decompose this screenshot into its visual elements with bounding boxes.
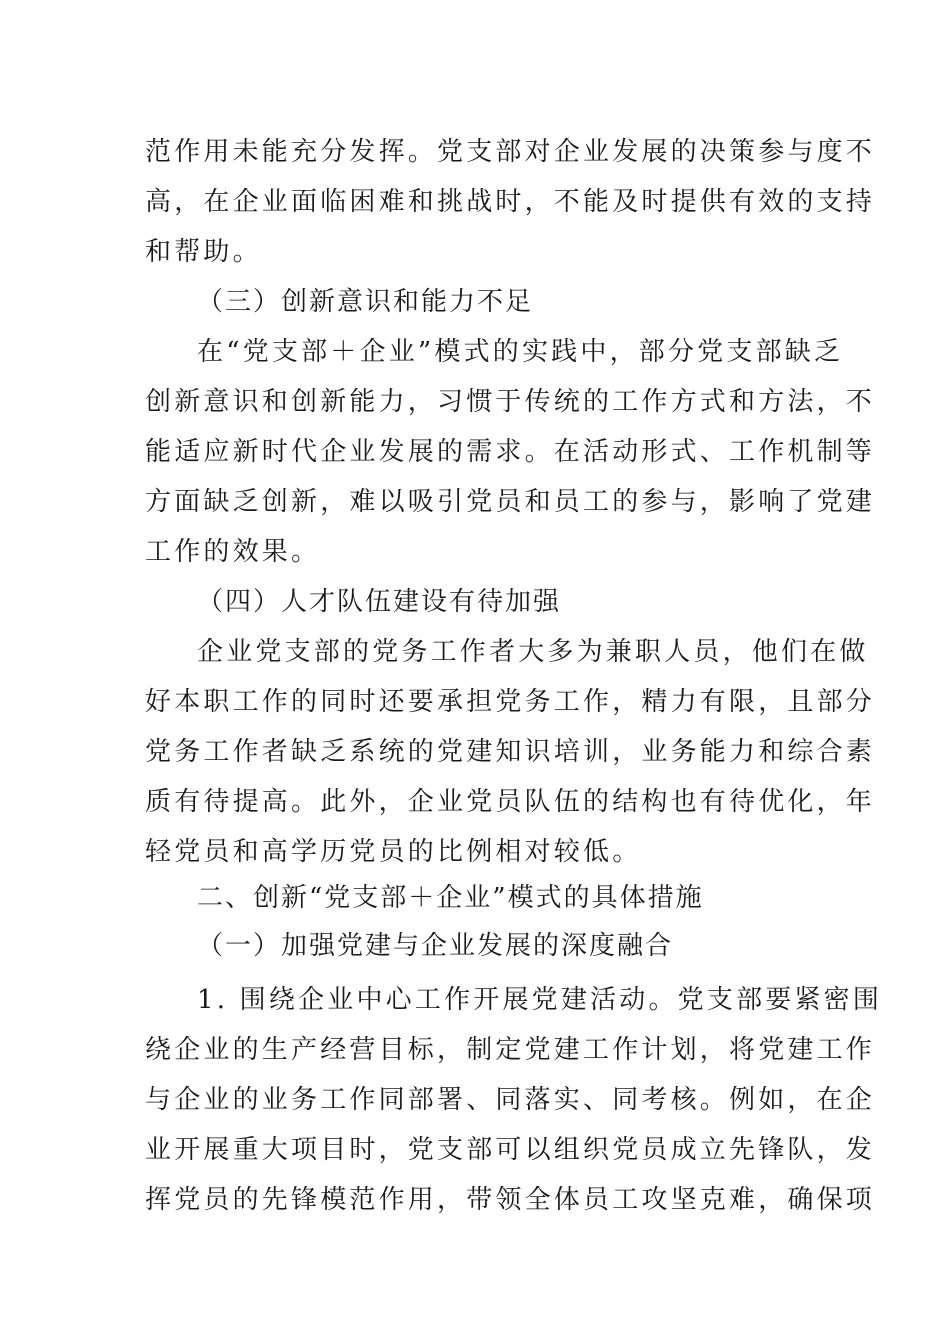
paragraph-line: 方面缺乏创新，难以吸引党员和员工的参与，影响了党建 (145, 487, 876, 517)
paragraph-line: 挥党员的先锋模范作用，带领全体员工攻坚克难，确保项 (145, 1185, 876, 1215)
paragraph-line: 企业党支部的党务工作者大多为兼职人员，他们在做 (197, 637, 869, 667)
section-heading: （三）创新意识和能力不足 (197, 287, 534, 317)
paragraph-line: 工作的效果。 (145, 537, 321, 567)
paragraph-line: 在“党支部＋企业”模式的实践中，部分党支部缺乏 (197, 337, 844, 367)
paragraph-line: 高，在企业面临困难和挑战时，不能及时提供有效的支持 (145, 187, 876, 217)
paragraph-line: 好本职工作的同时还要承担党务工作，精力有限，且部分 (145, 687, 876, 717)
chapter-heading: 二、创新“党支部＋企业”模式的具体措施 (197, 883, 704, 913)
paragraph-line: 和帮助。 (145, 237, 262, 267)
paragraph-line: 业开展重大项目时，党支部可以组织党员成立先锋队，发 (145, 1135, 876, 1165)
paragraph-line: 范作用未能充分发挥。党支部对企业发展的决策参与度不 (145, 137, 876, 167)
paragraph-line: 党务工作者缺乏系统的党建知识培训，业务能力和综合素 (145, 737, 876, 767)
paragraph-line: 与企业的业务工作同部署、同落实、同考核。例如，在企 (145, 1085, 876, 1115)
paragraph-line: 绕企业的生产经营目标，制定党建工作计划，将党建工作 (145, 1035, 876, 1065)
paragraph-line: 创新意识和创新能力，习惯于传统的工作方式和方法，不 (145, 387, 876, 417)
paragraph-line: 能适应新时代企业发展的需求。在活动形式、工作机制等 (145, 437, 876, 467)
paragraph-line: 轻党员和高学历党员的比例相对较低。 (145, 837, 642, 867)
paragraph-line: 质有待提高。此外，企业党员队伍的结构也有待优化，年 (145, 787, 876, 817)
section-heading: （四）人才队伍建设有待加强 (197, 587, 562, 617)
section-heading: （一）加强党建与企业发展的深度融合 (197, 931, 674, 961)
paragraph-line: 1. 围绕企业中心工作开展党建活动。党支部要紧密围 (197, 985, 883, 1015)
